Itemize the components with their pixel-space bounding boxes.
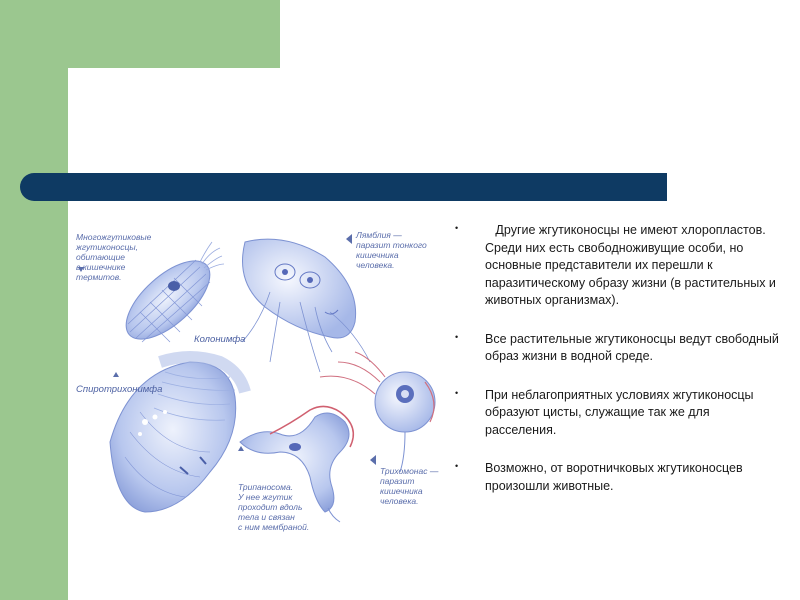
svg-text:Трипаносома.У нее жгутикпроход: Трипаносома. У нее жгутик проходит вдоль тела и связан с ним мембраной. bbox=[238, 482, 310, 532]
flagellates-illustration bbox=[70, 212, 450, 542]
left-green-band bbox=[0, 0, 68, 600]
svg-text:Трихомонас —паразиткишечникаче: Трихомонас — паразит кишечника человека. bbox=[380, 466, 439, 506]
title-bar bbox=[20, 173, 667, 201]
rounded-corner bbox=[68, 68, 138, 138]
svg-text:Многожгутиковыежгутиконосцы,об: Многожгутиковые жгутиконосцы, обитающие в кишечнике термитов. bbox=[76, 232, 152, 282]
bullet-item: • При неблагоприятных условиях жгутиконосцы образуют цисты, служащие так же для расселения. bbox=[455, 387, 780, 440]
colonympha-label: Колонимфа bbox=[194, 334, 246, 345]
top-green-band bbox=[0, 0, 280, 68]
bullet-item: • Другие жгутиконосцы не имеют хлоропластов. Среди них есть свободноживущие особи, но основные представители их перешли к паразитическому образу жизни (в растительных и животных организмах). bbox=[455, 222, 780, 310]
bullet-list bbox=[455, 222, 780, 516]
bullet-marker-icon: • bbox=[455, 223, 459, 233]
bullet-item: • Возможно, от воротничковых жгутиконосцев произошли животные. bbox=[455, 460, 780, 495]
bullet-marker-icon: • bbox=[455, 461, 459, 471]
bullet-item: • Все растительные жгутиконосцы ведут свободный образ жизни в водной среде. bbox=[455, 331, 780, 366]
spirotrichonympha-label: Спиротрихонимфа bbox=[76, 384, 163, 395]
bullet-marker-icon: • bbox=[455, 331, 459, 342]
spirotrichonympha-drawing bbox=[110, 357, 245, 512]
lamblia-drawing bbox=[242, 239, 370, 372]
bullet-marker-icon: • bbox=[455, 387, 459, 398]
svg-text:Лямблия —паразит тонкогокишечн: Лямблия — паразит тонкого кишечника человека. bbox=[356, 230, 427, 270]
